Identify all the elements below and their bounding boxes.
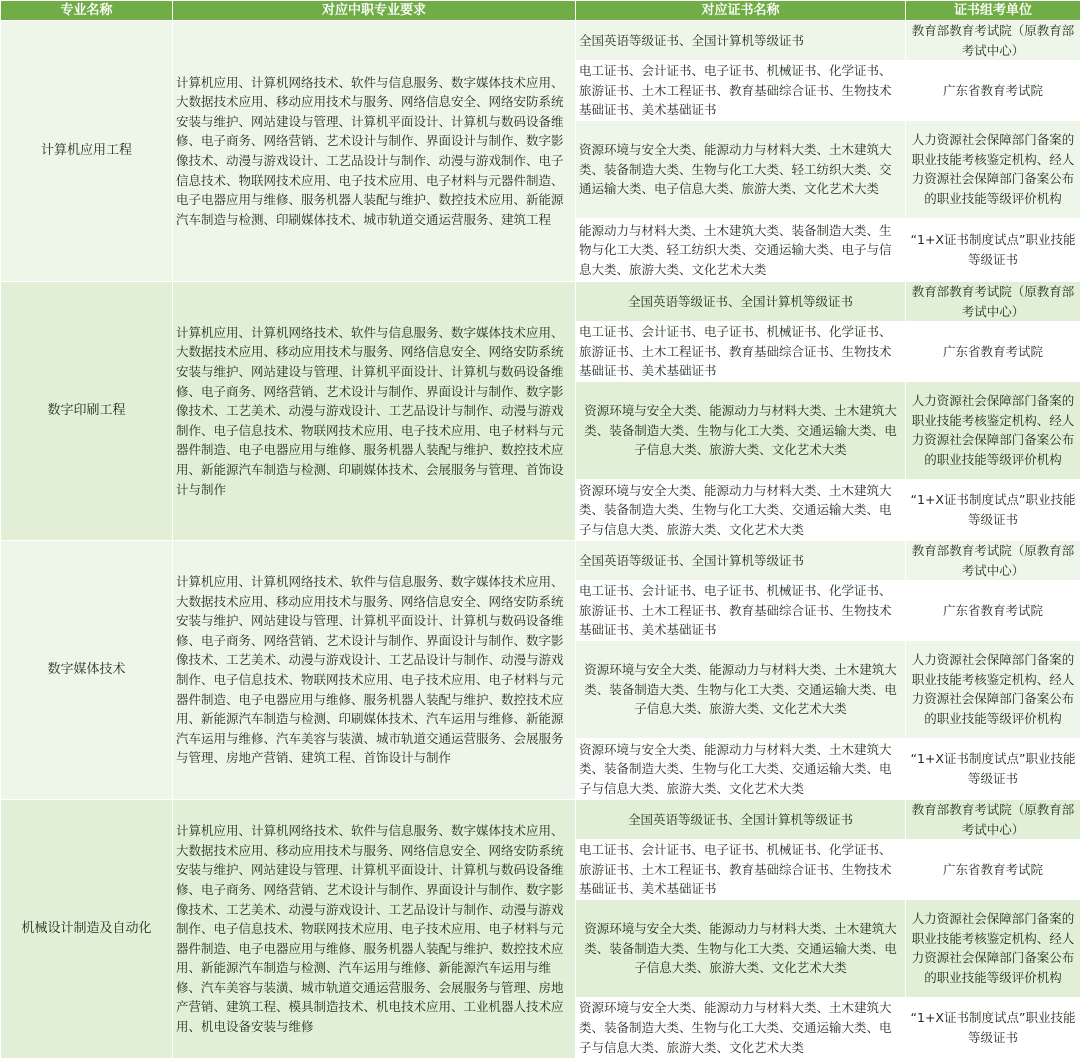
header-certificate: 对应证书名称 bbox=[576, 1, 906, 21]
exam-unit-cell: 广东省教育考试院 bbox=[906, 61, 1080, 121]
certificate-cell: 电工证书、会计证书、电子证书、机械证书、化学证书、旅游证书、土木工程证书、教育基础综合证书、生物技术基础证书、美术基础证书 bbox=[576, 322, 906, 382]
certificate-cell: 资源环境与安全大类、能源动力与材料大类、土木建筑大类、装备制造大类、生物与化工大类、交通运输大类、电子与信息大类、旅游大类、文化艺术大类 bbox=[576, 479, 906, 540]
exam-unit-cell: “1+X证书制度试点”职业技能等级证书 bbox=[906, 479, 1080, 540]
major-name: 机械设计制造及自动化 bbox=[1, 799, 173, 1058]
header-row bbox=[1, 1, 1080, 21]
exam-unit-cell: 人力资源社会保障部门备案的职业技能考核鉴定机构、经人力资源社会保障部门备案公布的职业技能等级评价机构 bbox=[906, 381, 1080, 479]
exam-unit-cell: 教育部教育考试院（原教育部考试中心） bbox=[906, 21, 1080, 61]
certificate-cell: 电工证书、会计证书、电子证书、机械证书、化学证书、旅游证书、土木工程证书、教育基础综合证书、生物技术基础证书、美术基础证书 bbox=[576, 581, 906, 641]
certificate-cell: 电工证书、会计证书、电子证书、机械证书、化学证书、旅游证书、土木工程证书、教育基础综合证书、生物技术基础证书、美术基础证书 bbox=[576, 61, 906, 121]
table-row bbox=[1, 799, 1080, 839]
certificate-cell: 电工证书、会计证书、电子证书、机械证书、化学证书、旅游证书、土木工程证书、教育基础综合证书、生物技术基础证书、美术基础证书 bbox=[576, 840, 906, 900]
exam-unit-cell: 人力资源社会保障部门备案的职业技能考核鉴定机构、经人力资源社会保障部门备案公布的职业技能等级评价机构 bbox=[906, 640, 1080, 738]
major-name: 数字媒体技术 bbox=[1, 540, 173, 799]
requirement-text: 计算机应用、计算机网络技术、软件与信息服务、数字媒体技术应用、大数据技术应用、移动应用技术与服务、网络信息安全、网络安防系统安装与维护、网站建设与管理、计算机平面设计、计算机与数码设备维修、电子商务、网络营销、艺术设计与制作、界面设计与制作、数字影像技术、工艺美术、动漫与游戏设计、工艺品设计与制作、动漫与游戏制作、电子信息技术、物联网技术应用、电子技术应用、电子材料与元器件制造、电子电器应用与维修、服务机器人装配与维护、数控技术应用、新能源汽车制造与检测、印刷媒体技术、汽车运用与维修、新能源汽车运用与维修、汽车美容与装潢、城市轨道交通运营服务、会展服务与管理、房地产营销、建筑工程、首饰设计与制作 bbox=[173, 540, 576, 799]
certificate-cell: 资源环境与安全大类、能源动力与材料大类、土木建筑大类、装备制造大类、生物与化工大类、交通运输大类、电子信息大类、旅游大类、文化艺术大类 bbox=[576, 899, 906, 997]
exam-unit-cell: 广东省教育考试院 bbox=[906, 322, 1080, 382]
major-name: 数字印刷工程 bbox=[1, 281, 173, 540]
header-major: 专业名称 bbox=[1, 1, 173, 21]
exam-unit-cell: 教育部教育考试院（原教育部考试中心） bbox=[906, 281, 1080, 321]
exam-unit-cell: “1+X证书制度试点”职业技能等级证书 bbox=[906, 218, 1080, 281]
certificate-cell: 资源环境与安全大类、能源动力与材料大类、土木建筑大类、装备制造大类、生物与化工大类、交通运输大类、电子与信息大类、旅游大类、文化艺术大类 bbox=[576, 997, 906, 1058]
requirement-text: 计算机应用、计算机网络技术、软件与信息服务、数字媒体技术应用、大数据技术应用、移动应用技术与服务、网络信息安全、网络安防系统安装与维护、网站建设与管理、计算机平面设计、计算机与数码设备维修、电子商务、网络营销、艺术设计与制作、界面设计与制作、数字影像技术、工艺美术、动漫与游戏设计、工艺品设计与制作、动漫与游戏制作、电子信息技术、物联网技术应用、电子技术应用、电子材料与元器件制造、电子电器应用与维修、服务机器人装配与维护、数控技术应用、新能源汽车制造与检测、汽车运用与维修、新能源汽车运用与维修、汽车美容与装潢、城市轨道交通运营服务、会展服务与管理、房地产营销、建筑工程、模具制造技术、机电技术应用、工业机器人技术应用、机电设备安装与维修 bbox=[173, 799, 576, 1058]
major-name: 计算机应用工程 bbox=[1, 21, 173, 282]
certificate-cell: 资源环境与安全大类、能源动力与材料大类、土木建筑大类、装备制造大类、生物与化工大类、交通运输大类、电子与信息大类、旅游大类、文化艺术大类 bbox=[576, 738, 906, 799]
certificate-cell: 全国英语等级证书、全国计算机等级证书 bbox=[576, 21, 906, 61]
exam-unit-cell: “1+X证书制度试点”职业技能等级证书 bbox=[906, 738, 1080, 799]
certificate-cell: 能源动力与材料大类、土木建筑大类、装备制造大类、生物与化工大类、轻工纺织大类、交通运输大类、电子与信息大类、旅游大类、文化艺术大类 bbox=[576, 218, 906, 281]
requirement-text: 计算机应用、计算机网络技术、软件与信息服务、数字媒体技术应用、大数据技术应用、移动应用技术与服务、网络信息安全、网络安防系统安装与维护、网站建设与管理、计算机平面设计、计算机与数码设备维修、电子商务、网络营销、艺术设计与制作、界面设计与制作、数字影像技术、动漫与游戏设计、工艺品设计与制作、动漫与游戏制作、电子信息技术、物联网技术应用、电子技术应用、电子材料与元器件制造、电子电器应用与维修、服务机器人装配与维护、数控技术应用、新能源汽车制造与检测、印刷媒体技术、城市轨道交通运营服务、建筑工程 bbox=[173, 21, 576, 282]
header-requirement: 对应中职专业要求 bbox=[173, 1, 576, 21]
certificate-cell: 全国英语等级证书、全国计算机等级证书 bbox=[576, 281, 906, 321]
table-row bbox=[1, 21, 1080, 61]
exam-unit-cell: 人力资源社会保障部门备案的职业技能考核鉴定机构、经人力资源社会保障部门备案公布的职业技能等级评价机构 bbox=[906, 899, 1080, 997]
certificate-cell: 全国英语等级证书、全国计算机等级证书 bbox=[576, 799, 906, 839]
exam-unit-cell: 教育部教育考试院（原教育部考试中心） bbox=[906, 540, 1080, 580]
header-exam-unit: 证书组考单位 bbox=[906, 1, 1080, 21]
certificate-cell: 资源环境与安全大类、能源动力与材料大类、土木建筑大类、装备制造大类、生物与化工大类、轻工纺织大类、交通运输大类、电子信息大类、旅游大类、文化艺术大类 bbox=[576, 120, 906, 218]
exam-unit-cell: 教育部教育考试院（原教育部考试中心） bbox=[906, 799, 1080, 839]
exam-unit-cell: 人力资源社会保障部门备案的职业技能考核鉴定机构、经人力资源社会保障部门备案公布的职业技能等级评价机构 bbox=[906, 120, 1080, 218]
certificate-cell: 资源环境与安全大类、能源动力与材料大类、土木建筑大类、装备制造大类、生物与化工大类、交通运输大类、电子信息大类、旅游大类、文化艺术大类 bbox=[576, 381, 906, 479]
requirement-text: 计算机应用、计算机网络技术、软件与信息服务、数字媒体技术应用、大数据技术应用、移动应用技术与服务、网络信息安全、网络安防系统安装与维护、网站建设与管理、计算机平面设计、计算机与数码设备维修、电子商务、网络营销、艺术设计与制作、界面设计与制作、数字影像技术、工艺美术、动漫与游戏设计、工艺品设计与制作、动漫与游戏制作、电子信息技术、物联网技术应用、电子技术应用、电子材料与元器件制造、电子电器应用与维修、服务机器人装配与维护、数控技术应用、新能源汽车制造与检测、印刷媒体技术、会展服务与管理、首饰设计与制作 bbox=[173, 281, 576, 540]
exam-unit-cell: 广东省教育考试院 bbox=[906, 581, 1080, 641]
table-row bbox=[1, 281, 1080, 321]
exam-unit-cell: “1+X证书制度试点”职业技能等级证书 bbox=[906, 997, 1080, 1058]
certificate-cell: 资源环境与安全大类、能源动力与材料大类、土木建筑大类、装备制造大类、生物与化工大类、交通运输大类、电子信息大类、旅游大类、文化艺术大类 bbox=[576, 640, 906, 738]
certificate-cell: 全国英语等级证书、全国计算机等级证书 bbox=[576, 540, 906, 580]
table-row bbox=[1, 540, 1080, 580]
exam-unit-cell: 广东省教育考试院 bbox=[906, 840, 1080, 900]
